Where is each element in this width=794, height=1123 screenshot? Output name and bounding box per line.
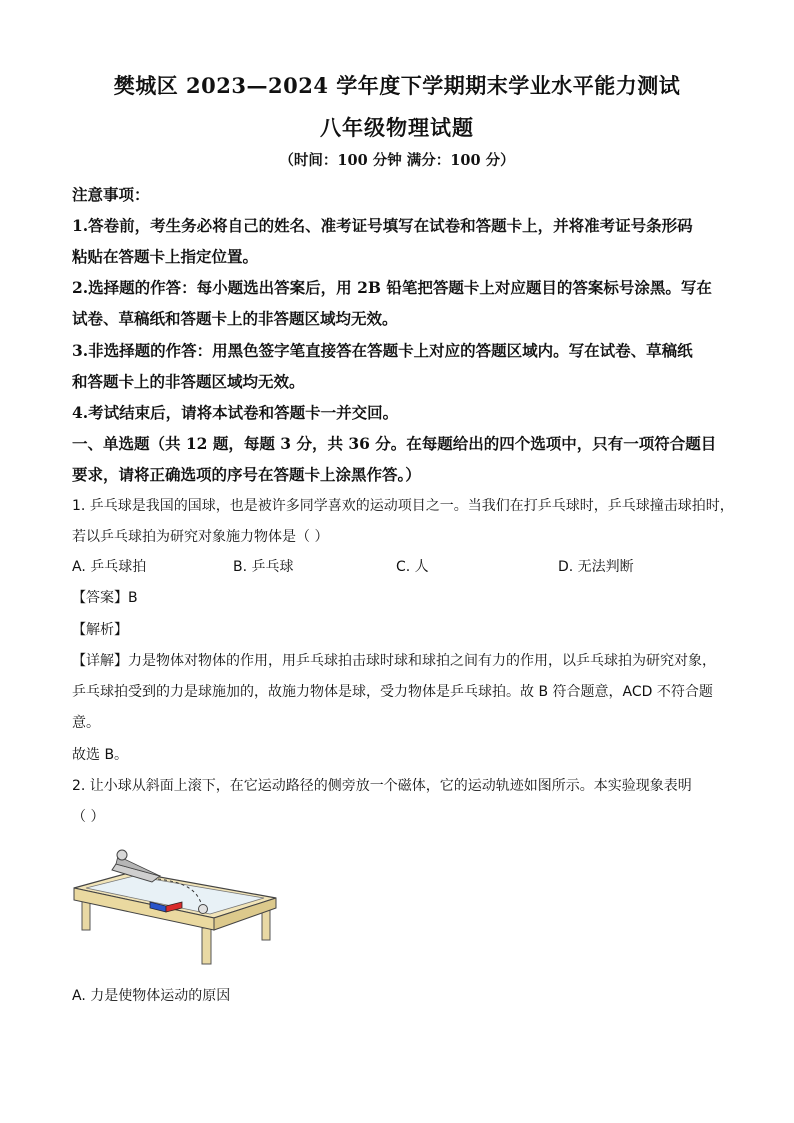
q2-option-a: A. 力是使物体运动的原因	[72, 988, 231, 1004]
exam-meta: （时间：100 分钟 满分：100 分）	[279, 152, 515, 169]
notes-line: 粘贴在答题卡上指定位置。	[72, 247, 259, 266]
notes-line: 4.考试结束后，请将本试卷和答题卡一并交回。	[72, 403, 399, 422]
q1-analysis-label: 【解析】	[72, 622, 128, 638]
section-heading: 一、单选题（共 12 题，每题 3 分，共 36 分。在每题给出的四个选项中，只有一项符合题目	[72, 434, 717, 453]
q1-option-c: C. 人	[396, 559, 429, 575]
section-instruction: 要求，请将正确选项的序号在答题卡上涂黑作答。）	[72, 465, 421, 484]
exam-title: 樊城区 2023—2024 学年度下学期期末学业水平能力测试	[113, 73, 681, 98]
table-leg	[202, 928, 211, 964]
notes-heading: 注意事项：	[72, 185, 150, 204]
notes-line: 试卷、草稿纸和答题卡上的非答题区域均无效。	[72, 309, 398, 328]
ramp-ball-magnet-icon	[72, 842, 278, 968]
ball-start	[117, 850, 127, 860]
exam-subtitle: 八年级物理试题	[320, 115, 474, 140]
q1-option-d: D. 无法判断	[558, 559, 634, 575]
q1-detail: 【详解】力是物体对物体的作用，用乒乓球拍击球时球和球拍之间有力的作用，以乒乓球拍为研究对象，	[72, 653, 716, 669]
notes-line: 3.非选择题的作答：用黑色签字笔直接答在答题卡上对应的答题区域内。写在试卷、草稿纸	[72, 341, 693, 360]
notes-line: 2.选择题的作答：每小题选出答案后，用 2B 铅笔把答题卡上对应题目的答案标号涂黑。写在	[72, 278, 712, 297]
q2-stem: （ ）	[72, 809, 105, 825]
q1-answer: 【答案】B	[72, 590, 138, 606]
notes-line: 和答题卡上的非答题区域均无效。	[72, 372, 305, 391]
q1-conclusion: 故选 B。	[72, 747, 129, 763]
q1-option-b: B. 乒乓球	[233, 559, 294, 575]
q1-stem: 若以乒乓球拍为研究对象施力物体是（ ）	[72, 529, 329, 545]
q1-detail: 乒乓球拍受到的力是球施加的，故施力物体是球，受力物体是乒乓球拍。故 B 符合题意，ACD 不符合题	[72, 684, 713, 700]
q2-stem: 2. 让小球从斜面上滚下，在它运动路径的侧旁放一个磁体，它的运动轨迹如图所示。本实验现象表明	[72, 778, 692, 794]
ball-end	[199, 905, 208, 914]
q1-stem: 1. 乒乓球是我国的国球，也是被许多同学喜欢的运动项目之一。当我们在打乒乓球时，乒乓球撞击球拍时，	[72, 498, 734, 514]
notes-line: 1.答卷前，考生务必将自己的姓名、准考证号填写在试卷和答题卡上，并将准考证号条形码	[72, 216, 693, 235]
q1-option-a: A. 乒乓球拍	[72, 559, 147, 575]
q1-detail: 意。	[72, 715, 100, 731]
